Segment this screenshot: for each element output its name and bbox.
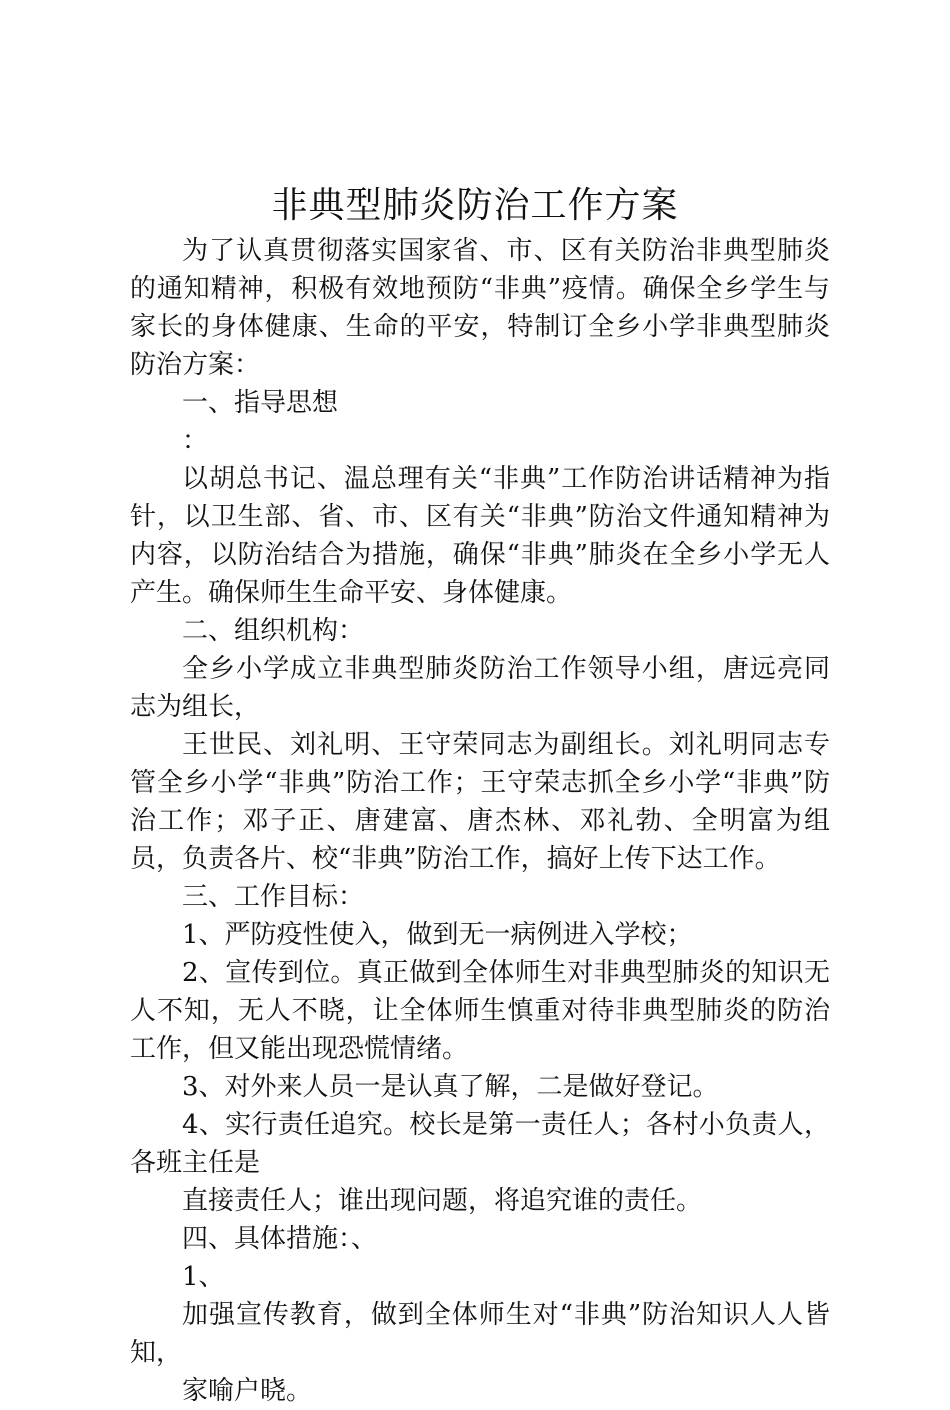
paragraph-organization-leader: 全乡小学成立非典型肺炎防治工作领导小组，唐远亮同志为组长， [130, 654, 830, 722]
heading-work-goals: 三、工作目标： [182, 882, 365, 912]
goal-item-2: 2、宣传到位。真正做到全体师生对非典型肺炎的知识无人不知，无人不晓，让全体师生慎重对待非典型肺炎的防治工作，但又能出现恐慌情绪。 [130, 958, 830, 1064]
document-body [130, 232, 830, 1410]
heading-organization: 二、组织机构： [182, 616, 365, 646]
measure-item-1-number: 1、 [182, 1262, 225, 1292]
heading-guiding-ideology: 一、指导思想 [182, 388, 339, 418]
goal-item-1: 1、严防疫性使入，做到无一病例进入学校； [182, 920, 693, 950]
measure-item-1-continued: 家喻户晓。 [182, 1376, 313, 1406]
paragraph-organization-members: 王世民、刘礼明、王守荣同志为副组长。刘礼明同志专管全乡小学“非典”防治工作；王守荣志抓全乡小学“非典”防治工作；邓子正、唐建富、唐杰林、邓礼勃、全明富为组员，负责各片、校“非典”防治工作，搞好上传下达工作。 [130, 730, 830, 874]
goal-item-4-continued: 直接责任人；谁出现问题，将追究谁的责任。 [182, 1186, 703, 1216]
heading-specific-measures: 四、具体措施：、 [182, 1224, 378, 1254]
paragraph-intro: 为了认真贯彻落实国家省、市、区有关防治非典型肺炎的通知精神，积极有效地预防“非典”疫情。确保全乡学生与家长的身体健康、生命的平安，特制订全乡小学非典型肺炎防治方案： [130, 236, 830, 380]
document-title: 非典型肺炎防治工作方案 [271, 185, 679, 226]
paragraph-guiding-ideology: 以胡总书记、温总理有关“非典”工作防治讲话精神为指针，以卫生部、省、市、区有关“非典”防治文件通知精神为内容，以防治结合为措施，确保“非典”肺炎在全乡小学无人产生。确保师生生命平安、身体健康。 [130, 464, 830, 608]
goal-item-4: 4、实行责任追究。校长是第一责任人；各村小负责人，各班主任是 [130, 1110, 830, 1178]
paragraph-colon: ： [182, 426, 209, 456]
measure-item-1-text: 加强宣传教育，做到全体师生对“非典”防治知识人人皆知， [130, 1300, 830, 1368]
goal-item-3: 3、对外来人员一是认真了解，二是做好登记。 [182, 1072, 719, 1102]
